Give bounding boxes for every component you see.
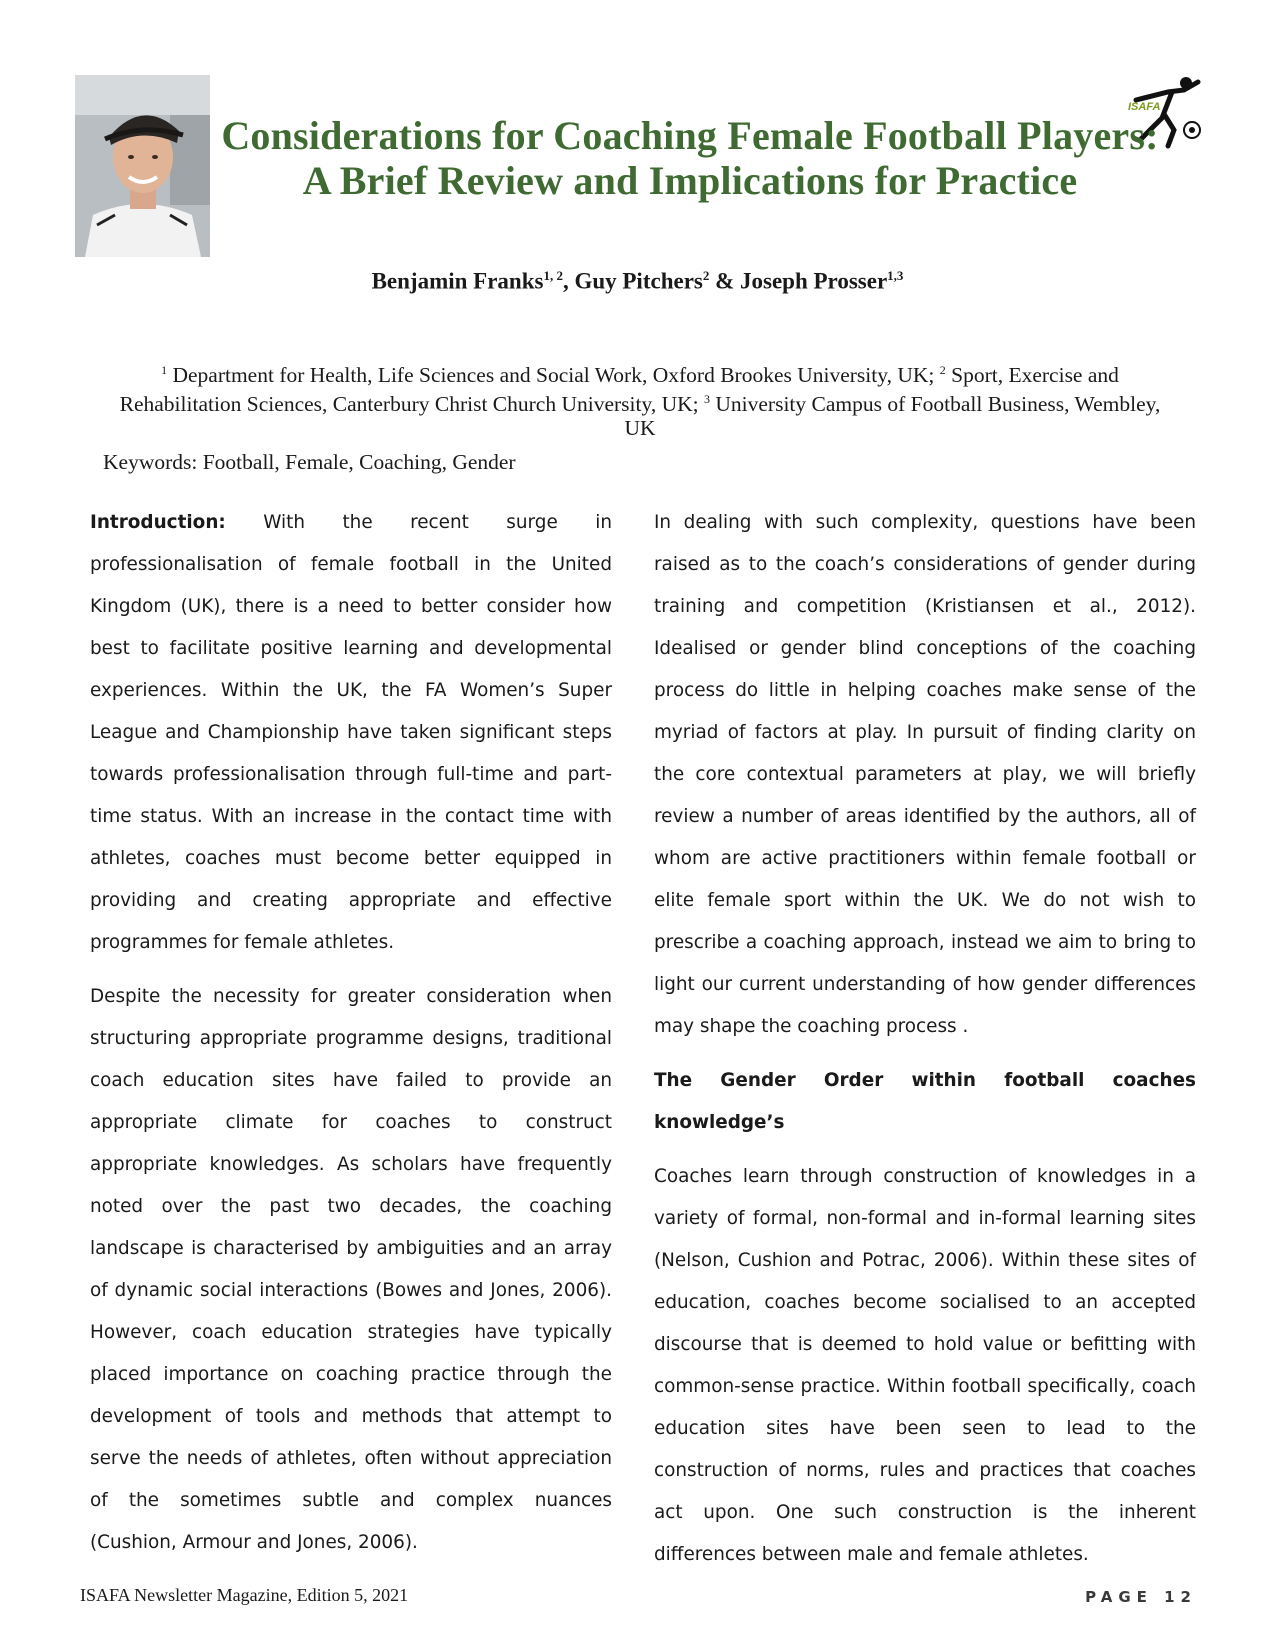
left-column xyxy=(90,502,612,1564)
author-name: , Guy Pitchers xyxy=(562,268,703,294)
paragraph: Coaches learn through construction of knowledges in a variety of formal, non-formal and in-formal learning sites (Nelson, Cushion and Potrac, 2006). Within these sites of education, coaches become socialised to an accepted discourse that is deemed to hold value or befitting with common-sense practice. Within football specifically, coach education sites have been seen to lead to the construction of norms, rules and practices that coaches act upon. One such construction is the inherent differences between male and female athletes. xyxy=(654,1166,1196,1565)
author-affiliation-marker: 2 xyxy=(702,268,710,283)
author-name: Benjamin Franks xyxy=(371,268,544,294)
author-line xyxy=(0,268,1275,295)
right-column xyxy=(654,502,1196,1576)
page-number: PAGE 12 xyxy=(1085,1588,1197,1606)
publication-footer: ISAFA Newsletter Magazine, Edition 5, 2021 xyxy=(80,1585,409,1605)
author-name: & Joseph Prosser xyxy=(709,268,888,294)
affiliation-text: University Campus of Football Business, Wembley, UK xyxy=(624,392,1161,441)
affiliations xyxy=(105,358,1175,440)
paragraph: In dealing with such complexity, questions have been raised as to the coach’s considerations of gender during training and competition (Kristiansen et al., 2012). Idealised or gender blind conceptions of the coaching process do little in helping coaches make sense of the myriad of factors at play. In pursuit of finding clarity on the core contextual parameters at play, we will briefly review a number of areas identified by the authors, all of whom are active practitioners within female football or elite female sport within the UK. We do not wish to prescribe a coaching approach, instead we aim to bring to light our current understanding of how gender differences may shape the coaching process . xyxy=(654,512,1196,1037)
paragraph: Despite the necessity for greater consideration when structuring appropriate programme designs, traditional coach education sites have failed to provide an appropriate climate for coaches to construct appropriate knowledges. As scholars have frequently noted over the past two decades, the coaching landscape is characterised by ambiguities and an array of dynamic social interactions (Bowes and Jones, 2006). However, coach education strategies have typically placed importance on coaching practice through the development of tools and methods that attempt to serve the needs of athletes, often without appreciation of the sometimes subtle and complex nuances (Cushion, Armour and Jones, 2006). xyxy=(90,986,612,1553)
keywords: Keywords: Football, Female, Coaching, Gender xyxy=(103,450,516,474)
affiliation-marker: 3 xyxy=(704,392,710,407)
author-affiliation-marker: 1,3 xyxy=(887,268,904,283)
svg-text:ISAFA: ISAFA xyxy=(1128,101,1161,113)
author-photo xyxy=(75,75,210,257)
affiliation-marker: 2 xyxy=(939,363,946,377)
section-heading: The Gender Order within football coaches knowledge’s xyxy=(654,1070,1196,1133)
paragraph-introduction xyxy=(90,502,612,964)
introduction-label: Introduction: xyxy=(90,512,226,533)
affiliation-text: Department for Health, Life Sciences and Social Work, Oxford Brookes University, UK; xyxy=(167,363,940,388)
article-title: Considerations for Coaching Female Football Players: A Brief Review and Implications for Practice xyxy=(221,113,1159,203)
affiliation-marker: 1 xyxy=(161,363,168,377)
author-affiliation-marker: 1, 2 xyxy=(543,268,563,283)
author-portrait-image xyxy=(75,75,210,257)
affiliation-text: Sport, Exercise and Rehabilitation Sciences, Canterbury Christ Church University, UK; xyxy=(119,363,1119,417)
paragraph-text: With the recent surge in professionalisation of female football in the United Kingdom (UK), there is a need to better consider how best to facilitate positive learning and developmental experiences. Within the UK, the FA Women’s Super League and Championship have taken significant steps towards professionalisation through full-time and part-time status. With an increase in the contact time with athletes, coaches must become better equipped in providing and creating appropriate and effective programmes for female athletes. xyxy=(90,512,612,953)
